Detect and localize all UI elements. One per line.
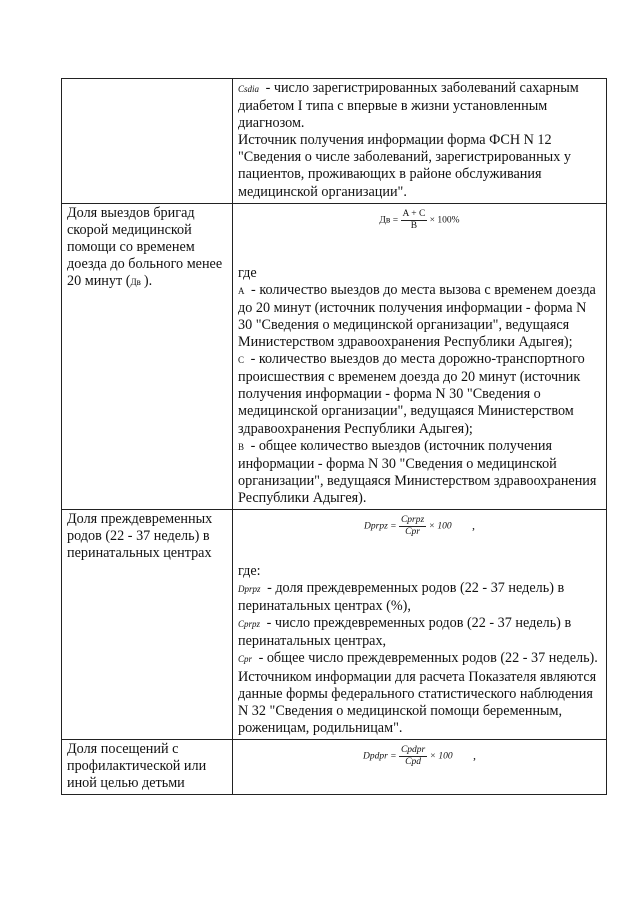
- definition-csdia: [238, 80, 601, 132]
- definition-cpr: [238, 650, 601, 668]
- symbol-b: B: [238, 441, 245, 452]
- formula-eq: =: [392, 215, 399, 226]
- table-row: [62, 509, 607, 739]
- symbol-c: C: [238, 355, 245, 366]
- formula-multiplier: × 100%: [429, 215, 460, 226]
- formula-eq: =: [390, 751, 397, 762]
- definition-text: - число зарегистрированных заболеваний сахарным диабетом I типа с впервые в жизни установленным диагнозом.: [238, 80, 579, 132]
- formula-lhs: Dpdpr: [362, 751, 388, 762]
- definition-text: - количество выездов до места вызова с временем доезда до 20 минут (источник получения информации - форма N 30 "Сведения о медицинской организации", ведущаяся Министерством здравоохранения Республики Адыгея);: [238, 281, 596, 351]
- formula-numerator: Cprpz: [400, 514, 425, 525]
- formula-lhs: Dprpz: [364, 521, 388, 532]
- spacer: [238, 237, 601, 265]
- indicator-method-cell: [233, 79, 607, 204]
- formula-lhs: Дв: [379, 215, 391, 226]
- table-row: [62, 79, 607, 204]
- formula-comma: ,: [471, 517, 475, 532]
- indicator-symbol: Дв: [130, 277, 141, 288]
- definition-text: - общее количество выездов (источник получения информации - форма N 30 "Сведения о медицинской организации", ведущаяся Министерством здравоохранения Республики Адыгея).: [238, 437, 597, 506]
- definition-cprpz: [238, 615, 601, 650]
- symbol-cprpz: Cprpz: [238, 619, 261, 630]
- indicator-name-cell: [62, 79, 233, 204]
- indicator-name-cell: Доля преждевременных родов (22 - 37 недель) в перинатальных центрах: [62, 509, 233, 739]
- spacer: [238, 773, 601, 781]
- definition-b: [238, 438, 601, 507]
- indicator-table: [61, 78, 607, 795]
- source-note: Источником информации для расчета Показателя являются данные формы федерального статистического наблюдения N 32 "Сведения о медицинской помощи беременным, роженицам, родильницам".: [238, 668, 597, 736]
- symbol-dprpz: Dprpz: [238, 584, 261, 595]
- spacer: [238, 543, 601, 563]
- indicator-name-cell: [62, 203, 233, 509]
- formula-multiplier: × 100: [429, 751, 453, 762]
- definition-text: - число преждевременных родов (22 - 37 недель) в перинатальных центрах,: [238, 615, 572, 650]
- where-label: где: [238, 264, 257, 281]
- where-label: где:: [238, 562, 261, 579]
- formula-fraction: [399, 515, 426, 538]
- source-note: Источник получения информации форма ФСН N 12 "Сведения о числе заболеваний, зарегистрированных у пациентов, проживающих в районе обслуживания медицинской организации".: [238, 132, 571, 200]
- formula: [238, 209, 601, 232]
- symbol-a: A: [238, 285, 245, 296]
- definition-a: [238, 282, 601, 351]
- definition-dprpz: [238, 580, 601, 615]
- indicator-method-cell: [233, 509, 607, 739]
- table-row: [62, 203, 607, 509]
- formula-fraction: [401, 209, 428, 232]
- symbol-cpr: Cpr: [238, 654, 253, 665]
- formula-fraction: [399, 745, 427, 768]
- formula-comma: ,: [473, 747, 477, 762]
- indicator-method-cell: [233, 739, 607, 794]
- formula-eq: =: [390, 521, 397, 532]
- table-row: [62, 739, 607, 794]
- formula-numerator: Cpdpr: [400, 744, 426, 755]
- formula-denominator: Cpd: [405, 756, 421, 767]
- formula: [238, 515, 601, 538]
- indicator-name-cell: Доля посещений с профилактической или иной целью детьми: [62, 739, 233, 794]
- indicator-name: Доля выездов бригад скорой медицинской помощи со временем доезда до больного менее 20 минут (: [67, 204, 223, 290]
- definition-text: - количество выездов до места дорожно-транспортного происшествия с временем доезда до 20 минут (источник получения информации - форма N 30 "Сведения о медицинской организации", ведущаяся Министерством здравоохранения Республики Адыгея);: [238, 351, 585, 437]
- definition-text: - общее число преждевременных родов (22 - 37 недель).: [258, 650, 598, 667]
- formula-numerator: A + C: [402, 208, 426, 219]
- definition-text: - доля преждевременных родов (22 - 37 недель) в перинатальных центрах (%),: [238, 580, 565, 615]
- formula: [238, 745, 601, 768]
- indicator-name-end: ).: [143, 273, 153, 290]
- formula-denominator: Cpr: [405, 526, 420, 537]
- definition-c: [238, 351, 601, 437]
- symbol-csdia: Csdia: [238, 84, 260, 94]
- formula-denominator: B: [410, 220, 418, 231]
- indicator-method-cell: [233, 203, 607, 509]
- formula-multiplier: × 100: [428, 521, 452, 532]
